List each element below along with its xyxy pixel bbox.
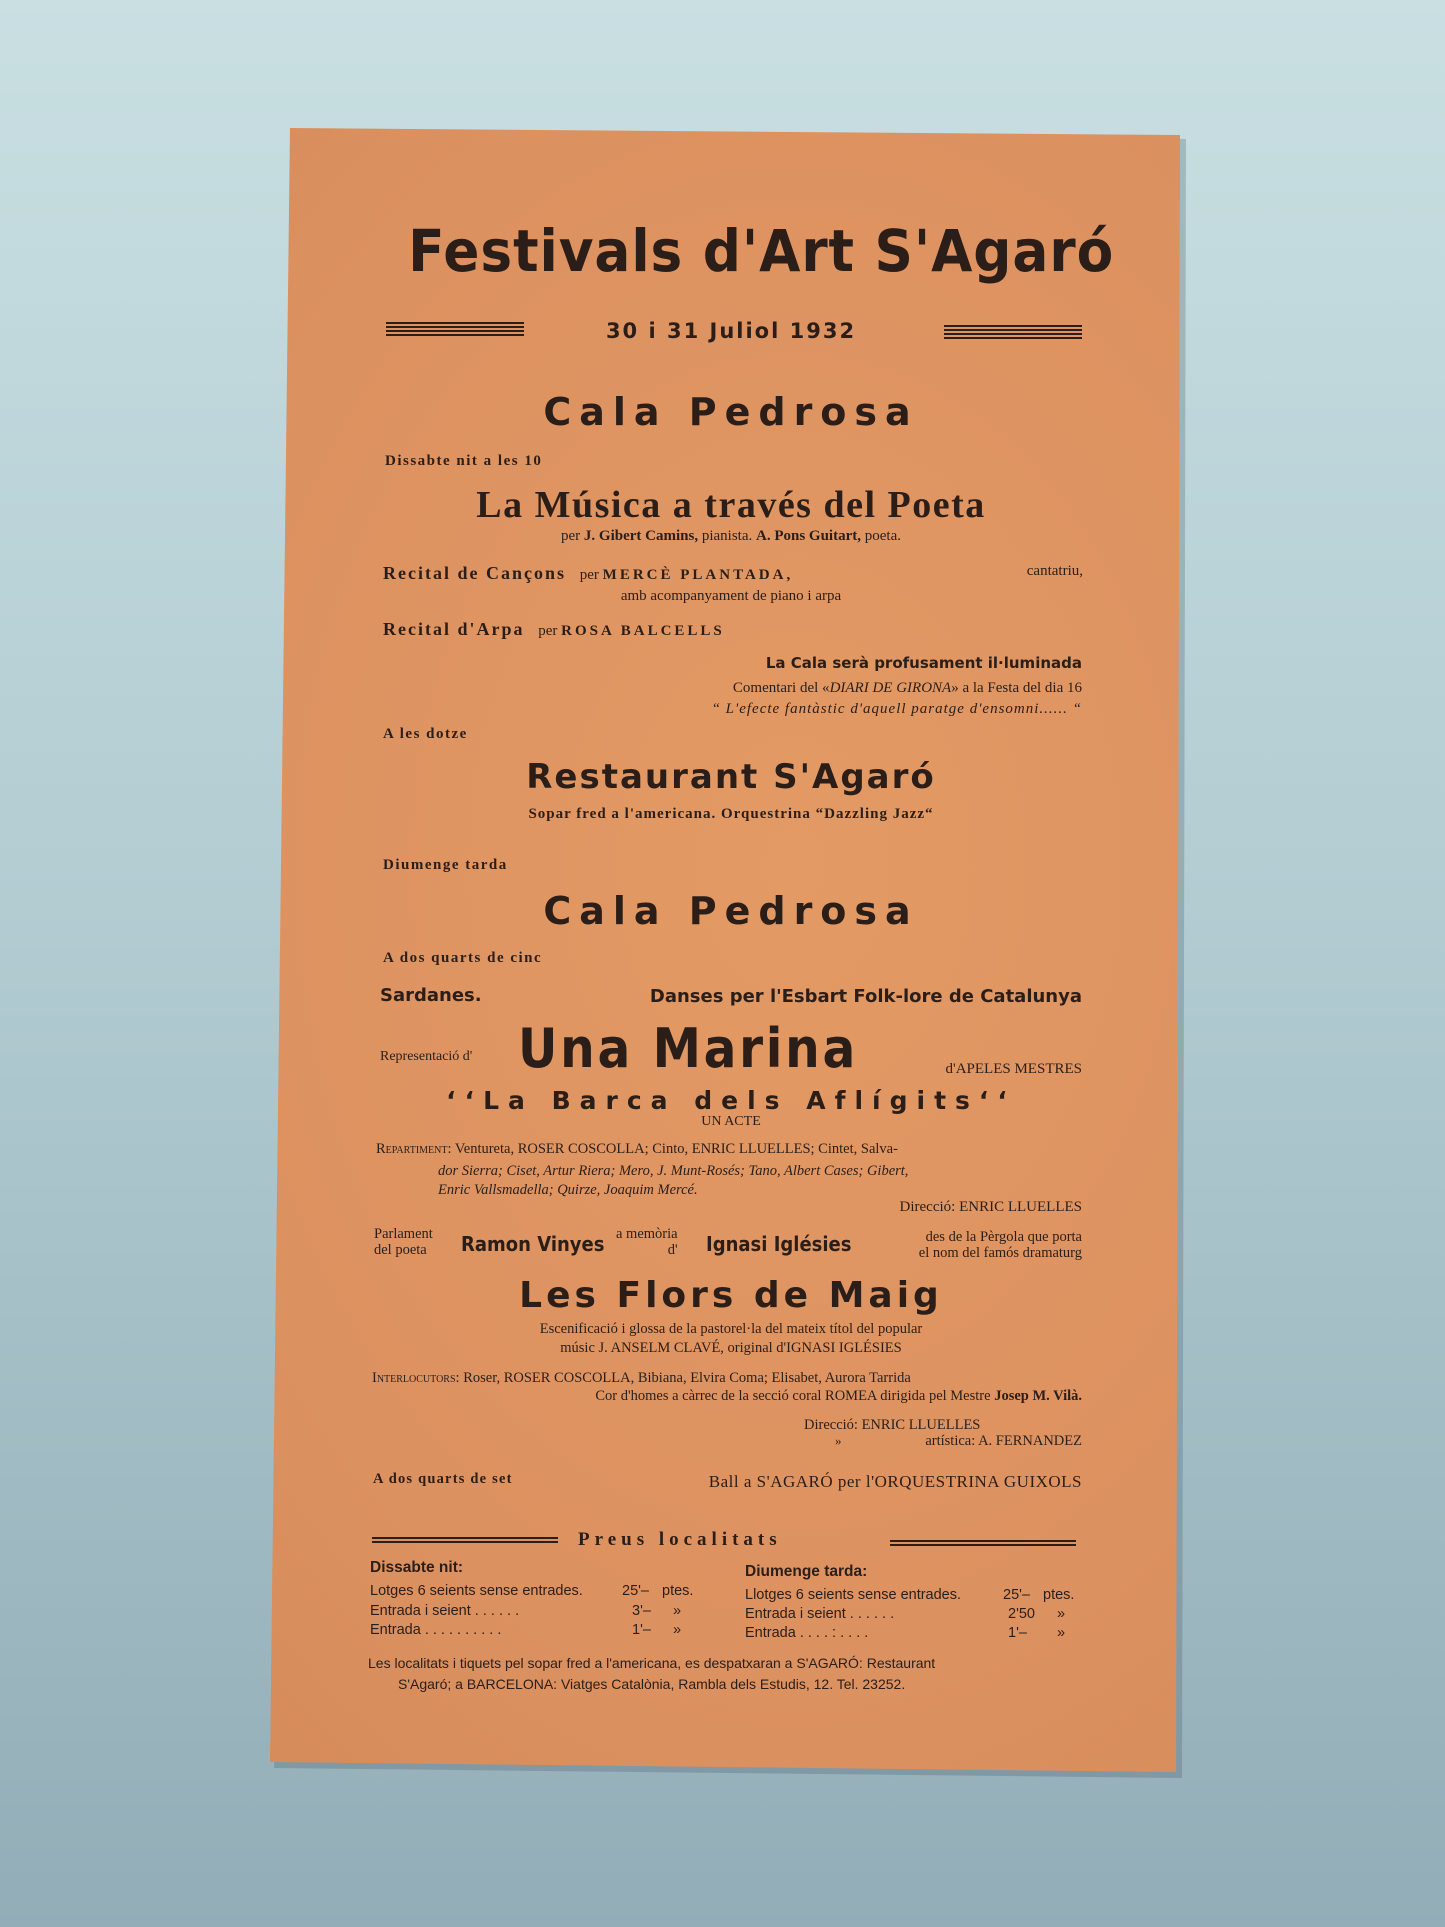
pergola-note-1: des de la Pèrgola que porta bbox=[925, 1229, 1082, 1245]
by-label: per bbox=[579, 567, 599, 583]
price-day: Dissabte nit: bbox=[370, 1559, 464, 1576]
price-label: Entrada i seient . . . . . . bbox=[370, 1603, 520, 1619]
saturday-time: Dissabte nit a les 10 bbox=[385, 453, 543, 469]
price-day: Diumenge tarda: bbox=[745, 1563, 868, 1580]
by-label: per bbox=[561, 528, 581, 544]
venue-heading: Cala Pedrosa bbox=[543, 390, 919, 434]
press-quote: “ L'efecte fantàstic d'aquell paratge d'ensomni...... “ bbox=[711, 701, 1082, 717]
prices-heading: Preus localitats bbox=[578, 1529, 782, 1550]
interlocutors-text: Roser, ROSER COSCOLLA, Bibiana, Elvira Coma; Elisabet, Aurora Tarrida bbox=[463, 1370, 911, 1386]
sardanes-label: Sardanes. bbox=[380, 985, 482, 1006]
dances-note: Danses per l'Esbart Folk-lore de Catalunya bbox=[649, 986, 1082, 1007]
ticket-info-1: Les localitats i tiquets pel sopar fred a l'americana, es despatxaran a S'AGARÓ: Restaurant bbox=[368, 1655, 936, 1671]
price-label: Entrada . . . . : . . . . bbox=[745, 1625, 869, 1641]
price-value: 25'– bbox=[622, 1583, 649, 1599]
play-subtitle: ‘‘La Barca dels Aflígits‘‘ bbox=[446, 1086, 1016, 1115]
pianist-name: J. Gibert Camins, bbox=[583, 528, 699, 544]
singer-name: MERCÈ PLANTADA, bbox=[602, 567, 794, 583]
pianist-role: pianista. bbox=[701, 528, 753, 544]
price-value: 25'– bbox=[1003, 1587, 1030, 1603]
newspaper-name: DIARI DE GIRONA bbox=[829, 680, 952, 696]
choir-line bbox=[595, 1389, 1082, 1404]
play-title: Una Marina bbox=[518, 1017, 858, 1080]
recital-songs bbox=[383, 564, 1083, 583]
memory-label-2: d' bbox=[667, 1241, 678, 1258]
pergola-note-2: el nom del famós dramaturg bbox=[918, 1244, 1082, 1261]
recital-songs-title: Recital de Cançons bbox=[383, 563, 566, 583]
recital-harp bbox=[383, 620, 725, 639]
play-author: d'APELES MESTRES bbox=[945, 1061, 1082, 1077]
price-label: Entrada . . . . . . . . . . bbox=[370, 1622, 502, 1638]
poet-name: A. Pons Guitart, bbox=[756, 528, 861, 544]
price-value: 3'– bbox=[632, 1603, 651, 1619]
midnight-time: A les dotze bbox=[383, 726, 468, 742]
direction-1: Direcció: ENRIC LLUELLES bbox=[899, 1199, 1082, 1215]
price-label: Lotges 6 seients sense entrades. bbox=[370, 1583, 583, 1599]
speech-label bbox=[374, 1227, 433, 1259]
recital-accompaniment: amb acompanyament de piano i arpa bbox=[620, 588, 842, 604]
choir-text: Cor d'homes a càrrec de la secció coral ROMEA dirigida pel Mestre bbox=[595, 1388, 991, 1404]
direction-3: artística: A. FERNANDEZ bbox=[925, 1433, 1082, 1449]
show-title: La Música a través del Poeta bbox=[476, 484, 986, 526]
memory-label-1: a memòria bbox=[616, 1226, 678, 1242]
cast-label: Repartiment: bbox=[376, 1141, 452, 1157]
press-comment bbox=[733, 681, 1082, 696]
play-acts: UN ACTE bbox=[701, 1114, 761, 1129]
venue-heading-sunday: Cala Pedrosa bbox=[543, 889, 919, 933]
price-unit: » bbox=[673, 1603, 682, 1619]
sunday-subtime: A dos quarts de cinc bbox=[383, 950, 543, 966]
ball-note: Ball a S'AGARÓ per l'ORQUESTRINA GUIXOLS bbox=[708, 1472, 1082, 1491]
illumination-note: La Cala serà profusament il·luminada bbox=[765, 654, 1082, 672]
interlocutors-label: Interlocutors: bbox=[372, 1370, 460, 1386]
poster-title: Festivals d'Art S'Agaró bbox=[408, 217, 1115, 285]
cast-line-3: Enric Vallsmadella; Quirze, Joaquim Mercé. bbox=[438, 1182, 698, 1198]
pergola-note bbox=[919, 1230, 1082, 1262]
honoree-name: Ignasi Iglésies bbox=[706, 1232, 852, 1256]
flowers-title: Les Flors de Maig bbox=[519, 1275, 943, 1316]
speaker-name: Ramon Vinyes bbox=[461, 1232, 605, 1256]
ticket-info-2: S'Agaró; a BARCELONA: Viatges Catalònia, Rambla dels Estudis, 12. Tel. 23252. bbox=[398, 1676, 906, 1692]
price-unit: ptes. bbox=[662, 1583, 694, 1599]
by-label: per bbox=[538, 623, 558, 639]
evening-time: A dos quarts de set bbox=[373, 1471, 513, 1487]
representation-label: Representació d' bbox=[380, 1049, 473, 1064]
cast-text: Ventureta, ROSER COSCOLLA; Cinto, ENRIC LLUELLES; Cintet, Salva- bbox=[454, 1141, 898, 1157]
comment-suffix: » a la Festa del dia 16 bbox=[951, 680, 1082, 696]
recital-harp-title: Recital d'Arpa bbox=[383, 619, 525, 639]
cast-line-2: dor Sierra; Ciset, Artur Riera; Mero, J. Munt-Rosés; Tano, Albert Cases; Gibert, bbox=[438, 1163, 909, 1179]
ditto-mark: » bbox=[835, 1433, 842, 1448]
memory-label bbox=[616, 1227, 678, 1259]
price-unit: ptes. bbox=[1043, 1587, 1075, 1603]
show-credits bbox=[380, 529, 1082, 544]
divider-right bbox=[890, 1540, 1076, 1546]
price-unit: » bbox=[673, 1622, 682, 1638]
choir-master: Josep M. Vilà. bbox=[994, 1388, 1082, 1404]
festival-dates: 30 i 31 Juliol 1932 bbox=[605, 319, 857, 343]
price-value: 1'– bbox=[632, 1622, 651, 1638]
poet-role: poeta. bbox=[864, 528, 901, 544]
comment-prefix: Comentari del « bbox=[732, 680, 830, 696]
price-label: Llotges 6 seients sense entrades. bbox=[745, 1587, 962, 1603]
flowers-desc-1: Escenificació i glossa de la pastorel·la del mateix títol del popular bbox=[539, 1321, 923, 1337]
speech-label-2: del poeta bbox=[374, 1241, 427, 1258]
price-label: Entrada i seient . . . . . . bbox=[745, 1606, 895, 1622]
direction-2: Direcció: ENRIC LLUELLES bbox=[804, 1417, 981, 1433]
flowers-desc-2: músic J. ANSELM CLAVÉ, original d'IGNASI IGLÉSIES bbox=[560, 1340, 902, 1356]
price-unit: » bbox=[1057, 1606, 1066, 1622]
cast-line-1 bbox=[376, 1142, 898, 1157]
dinner-note: Sopar fred a l'americana. Orquestrina “Dazzling Jazz“ bbox=[528, 806, 934, 822]
harpist-name: ROSA BALCELLS bbox=[561, 623, 725, 639]
price-value: 2'50 bbox=[1008, 1606, 1035, 1622]
restaurant-heading: Restaurant S'Agaró bbox=[526, 757, 936, 797]
singer-role: cantatriu, bbox=[1026, 563, 1083, 579]
sunday-time: Diumenge tarda bbox=[383, 857, 508, 873]
interlocutors-line bbox=[372, 1371, 911, 1386]
price-value: 1'– bbox=[1008, 1625, 1027, 1641]
price-unit: » bbox=[1057, 1625, 1066, 1641]
divider-left bbox=[372, 1537, 558, 1543]
speech-label-1: Parlament bbox=[374, 1226, 433, 1242]
